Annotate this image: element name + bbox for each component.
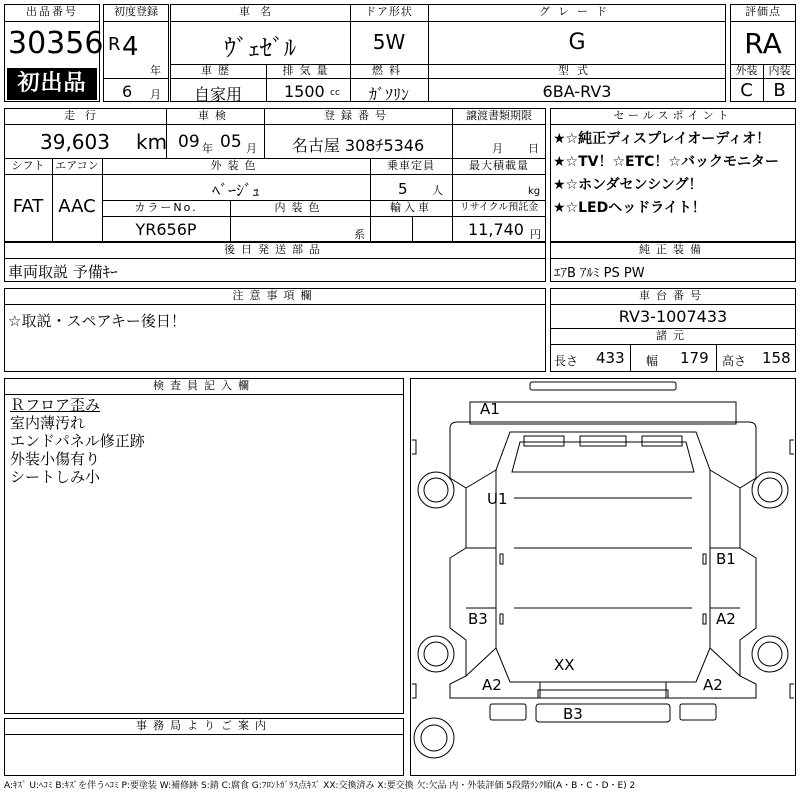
mark-b1: B1 (716, 550, 736, 568)
sales-label: セールスポイント (613, 109, 733, 122)
sales-line-3: ★☆ホンダセンシング！ (553, 177, 703, 193)
sales-line-2: ★☆TV！☆ETC！☆バックモニター (553, 154, 779, 170)
sales-line-1: ★☆純正ディスプレイオーディオ！ (553, 131, 771, 147)
dims-label: 諸元 (656, 329, 690, 342)
plate-label: 登録番号 (324, 109, 392, 122)
plate: 名古屋 308ﾁ5346 (291, 136, 425, 155)
mark-b3-bottom: B3 (563, 705, 583, 723)
inspector-line-4: 外装小傷有り (10, 450, 101, 468)
insp-month: 05 (220, 132, 242, 152)
chassis-value: RV3-1007433 (618, 307, 728, 326)
load-unit: kg (528, 186, 541, 197)
insp-year-unit: 年 (202, 142, 213, 155)
interior-score: B (773, 80, 786, 101)
score-label: 評価点 (745, 5, 781, 18)
mark-a2-left: A2 (482, 676, 502, 694)
name-label: 車名 (239, 5, 281, 18)
displacement-unit: cc (330, 88, 340, 98)
mileage-unit: km (136, 130, 168, 154)
displacement: 1500 (284, 82, 325, 101)
model-label: 型式 (558, 64, 596, 77)
history: 自家用 (193, 85, 242, 104)
ac: AAC (58, 196, 96, 217)
color-no: YR656P (135, 220, 197, 239)
width: 179 (680, 349, 709, 367)
ac-label: エアコン (55, 159, 99, 172)
transfer-label: 譲渡書類期限 (466, 109, 532, 122)
mark-a2-right: A2 (703, 676, 723, 694)
fuel-label: 燃料 (372, 64, 406, 77)
lot-label: 出品番号 (26, 5, 78, 18)
top-section (4, 4, 796, 102)
capacity: 5 (398, 180, 408, 198)
capacity-label: 乗車定員 (387, 159, 435, 172)
era: R (108, 34, 121, 55)
vehicle-details (4, 108, 546, 242)
recycle-label: リサイクル預託金 (459, 202, 539, 213)
recycle: 11,740 (468, 220, 524, 239)
first-reg-label: 初度登録 (114, 5, 158, 18)
chassis-label: 車台番号 (639, 289, 707, 302)
grade-label: グレード (539, 5, 615, 18)
month-unit: 月 (150, 88, 161, 101)
grade: G (568, 30, 586, 55)
recycle-unit: 円 (530, 228, 541, 241)
later-label: 後日発送部品 (224, 243, 326, 256)
mark-a1: A1 (480, 400, 500, 418)
mileage: 39,603 (40, 130, 110, 154)
legend: A:ｷｽﾞ U:ﾍｺﾐ B:ｷｽﾞを伴うﾍｺﾐ P:要塗装 W:補修跡 S:錆 C:腐食 G:ﾌﾛﾝﾄｶﾞﾗｽ点ｷｽﾞ XX:交換済み X:要交換 欠:欠品 内・外装評価 5段階ﾗﾝｸ順(A・B・C・D・E) 2 (4, 781, 636, 791)
capacity-unit: 人 (432, 184, 443, 197)
mileage-label: 走行 (64, 109, 106, 122)
insp-month-unit: 月 (246, 142, 257, 155)
door-label: ドア形状 (365, 5, 413, 18)
model: 6BA-RV3 (542, 82, 612, 101)
fuel: ｶﾞｿﾘﾝ (368, 85, 409, 104)
car-name: ｳﾞｪｾﾞﾙ (224, 34, 296, 62)
door: 5W (372, 30, 406, 54)
first-listing-label: 初出品 (17, 71, 87, 96)
length: 433 (596, 349, 625, 367)
inspector-line-3: エンドパネル修正跡 (10, 432, 145, 450)
lot-number: 30356 (8, 26, 104, 61)
length-label: 長さ (554, 354, 579, 368)
year: 4 (122, 32, 139, 62)
notes-label: 注意事項欄 (232, 289, 318, 302)
color: ﾍﾞｰｼﾞｭ (211, 181, 260, 200)
insp-year: 09 (178, 132, 200, 152)
mark-b3-left: B3 (468, 610, 488, 628)
inspector-line-1: Ｒフロア歪み (10, 396, 101, 414)
history-label: 車歴 (201, 64, 235, 77)
mark-u1: U1 (487, 490, 508, 508)
int-color-unit: 系 (354, 228, 365, 241)
equipment-label: 純正装備 (639, 243, 707, 256)
transfer-day-unit: 日 (528, 142, 539, 155)
height: 158 (762, 349, 791, 367)
later-value: 車両取説 予備ｷｰ (8, 263, 118, 281)
interior-label: 内装 (768, 64, 791, 77)
month: 6 (122, 82, 133, 101)
shift-label: シフト (11, 159, 45, 172)
color-label: 外装色 (210, 159, 262, 172)
mark-xx: XX (554, 656, 575, 674)
displacement-label: 排気量 (282, 64, 334, 77)
equipment-value: ｴｱB ｱﾙﾐ PS PW (554, 266, 645, 281)
car-diagram (410, 378, 796, 776)
color-no-label: カラーNo. (134, 201, 198, 214)
score: RA (744, 27, 782, 60)
load-label: 最大積載量 (469, 159, 529, 172)
notes-value: ☆取説・スペアキー後日！ (8, 312, 186, 330)
year-unit: 年 (150, 64, 161, 77)
inspector-label: 検査員記入欄 (153, 379, 255, 392)
int-color-label: 内装色 (274, 201, 326, 214)
height-label: 高さ (722, 354, 747, 368)
shift: FAT (12, 196, 44, 217)
width-label: 幅 (646, 354, 659, 368)
exterior-label: 外装 (735, 64, 758, 77)
sales-line-4: ★☆LEDヘッドライト！ (553, 200, 706, 216)
inspector-line-2: 室内薄汚れ (10, 414, 86, 432)
exterior-score: C (740, 80, 753, 101)
inspection-label: 車検 (198, 109, 232, 122)
import-label: 輸入車 (390, 201, 432, 214)
transfer-month-unit: 月 (492, 142, 503, 155)
office-label: 事務局よりご案内 (136, 719, 272, 732)
mark-a2-right-mid: A2 (716, 610, 736, 628)
inspector-line-5: シートしみ小 (10, 468, 101, 486)
